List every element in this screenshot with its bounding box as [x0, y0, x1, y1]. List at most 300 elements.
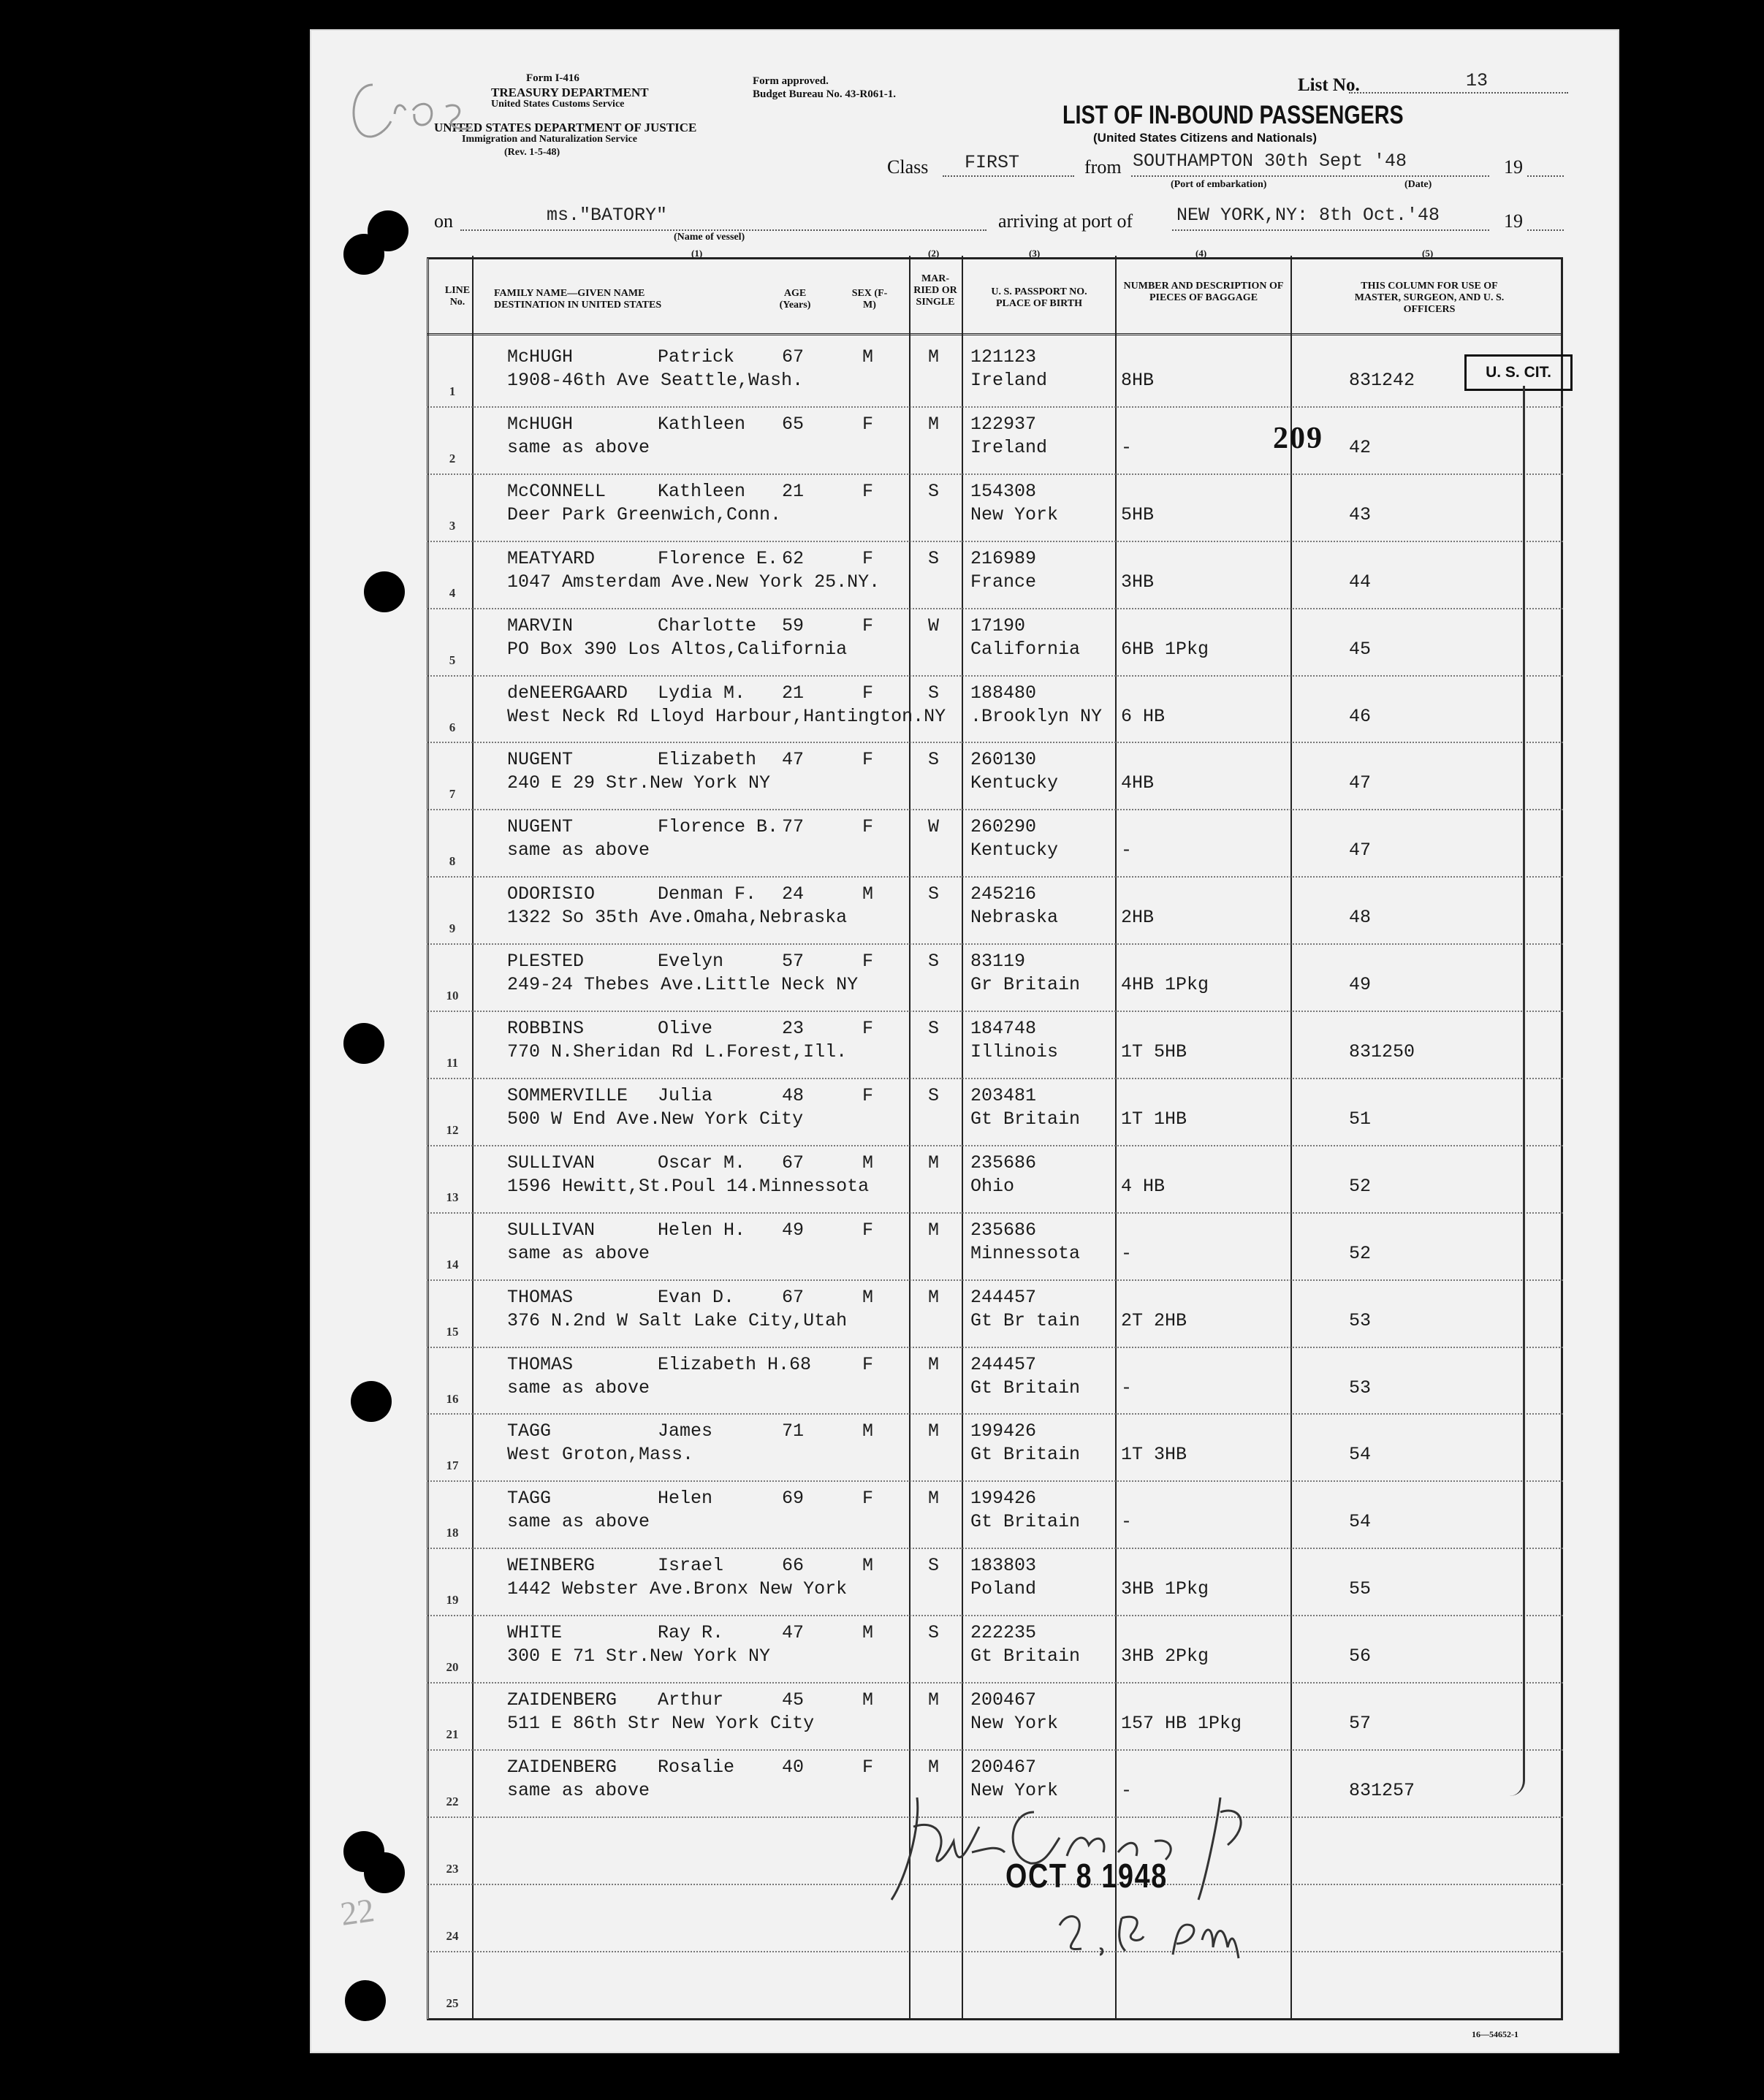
row-separator: [427, 1145, 1563, 1146]
arrival-value: NEW YORK,NY: 8th Oct.'48: [1176, 205, 1440, 226]
port-embarkation-caption: (Port of embarkation): [1171, 179, 1267, 190]
baggage: -: [1121, 840, 1133, 861]
given-name: Elizabeth: [658, 749, 757, 771]
sex: M: [862, 1555, 874, 1577]
marital-status: M: [928, 1756, 940, 1778]
official-number: 831250: [1349, 1041, 1415, 1062]
destination: 1322 So 35th Ave.Omaha,Nebraska: [507, 907, 848, 929]
baggage: 157 HB 1Pkg: [1121, 1713, 1242, 1734]
place-of-birth: Nebraska: [970, 907, 1059, 929]
marital-status: S: [928, 1622, 940, 1644]
sex: M: [862, 346, 874, 368]
baggage: 3HB 2Pkg: [1121, 1646, 1209, 1667]
given-name: Florence B.: [658, 816, 779, 838]
row-separator: [427, 1212, 1563, 1214]
age: 23: [782, 1018, 805, 1039]
passport-number: 200467: [970, 1756, 1037, 1778]
family-name: PLESTED: [507, 951, 585, 973]
official-number: 46: [1349, 705, 1372, 727]
family-name: McHUGH: [507, 413, 574, 435]
place-of-birth: Kentucky: [970, 772, 1059, 794]
baggage: -: [1121, 1242, 1133, 1264]
passport-number: 245216: [970, 883, 1037, 905]
sex: F: [862, 682, 874, 704]
margin-handwriting: [343, 70, 482, 151]
given-name: Julia: [658, 1084, 713, 1106]
place-of-birth: .Brooklyn NY: [970, 705, 1103, 727]
place-of-birth: Gt Britain: [970, 1646, 1081, 1667]
marital-status: S: [928, 1555, 940, 1577]
row-separator: [427, 1951, 1563, 1952]
marital-status: M: [928, 1152, 940, 1173]
header-married: MAR-RIED OR SINGLE: [913, 273, 957, 308]
line-number: 23: [446, 1861, 459, 1876]
col-divider-passport: [1115, 256, 1117, 2020]
family-name: deNEERGAARD: [507, 682, 628, 704]
row-separator: [427, 1615, 1563, 1616]
destination: 249-24 Thebes Ave.Little Neck NY: [507, 974, 859, 996]
row-separator: [427, 1279, 1563, 1281]
row-separator: [427, 406, 1563, 408]
destination: same as above: [507, 1377, 650, 1399]
official-number: 831257: [1349, 1779, 1415, 1801]
given-name: Charlotte: [658, 615, 757, 636]
sex: F: [862, 1084, 874, 1106]
family-name: MEATYARD: [507, 547, 596, 569]
binder-hole: [345, 1980, 386, 2021]
budget-bureau: Budget Bureau No. 43-R061-1.: [753, 88, 896, 100]
place-of-birth: France: [970, 571, 1037, 593]
from-line: [1131, 175, 1489, 177]
age: 40: [782, 1756, 805, 1778]
row-separator: [427, 943, 1563, 945]
row-separator: [427, 1078, 1563, 1079]
given-name: Olive: [658, 1018, 713, 1039]
family-name: McHUGH: [507, 346, 574, 368]
place-of-birth: Ireland: [970, 370, 1048, 391]
family-name: WEINBERG: [507, 1555, 596, 1577]
destination: same as above: [507, 1511, 650, 1533]
age: 24: [782, 883, 805, 905]
baggage: 3HB 1Pkg: [1121, 1578, 1209, 1600]
header-divider: [427, 333, 1563, 335]
passport-number: 244457: [970, 1286, 1037, 1308]
destination: 500 W End Ave.New York City: [507, 1108, 804, 1130]
baggage: 4HB: [1121, 772, 1155, 794]
sex: F: [862, 749, 874, 771]
line-number: 8: [449, 854, 456, 869]
passport-number: 235686: [970, 1152, 1037, 1173]
baggage: 6HB 1Pkg: [1121, 638, 1209, 660]
line-number: 11: [446, 1056, 459, 1070]
family-name: ZAIDENBERG: [507, 1689, 617, 1711]
sex: F: [862, 1018, 874, 1039]
sex: F: [862, 816, 874, 838]
header-age: AGE (Years): [779, 288, 811, 311]
given-name: Elizabeth H.68: [658, 1353, 812, 1375]
official-number: 48: [1349, 907, 1372, 929]
passport-number: 222235: [970, 1622, 1037, 1644]
sex: F: [862, 1756, 874, 1778]
row-separator: [427, 1548, 1563, 1549]
age: 47: [782, 1622, 805, 1644]
family-name: SULLIVAN: [507, 1152, 596, 1173]
document-title: LIST OF IN-BOUND PASSENGERS: [1062, 101, 1404, 129]
row-separator: [427, 1413, 1563, 1415]
row-separator: [427, 809, 1563, 810]
place-of-birth: Minnessota: [970, 1242, 1081, 1264]
official-number: 44: [1349, 571, 1372, 593]
marital-status: M: [928, 1689, 940, 1711]
sex: M: [862, 1286, 874, 1308]
binder-hole: [364, 1852, 405, 1893]
age: 21: [782, 682, 805, 704]
passport-number: 184748: [970, 1018, 1037, 1039]
document-subtitle: (United States Citizens and Nationals): [1093, 131, 1318, 145]
marital-status: S: [928, 951, 940, 973]
destination: West Groton,Mass.: [507, 1444, 694, 1466]
passport-number: 154308: [970, 480, 1037, 502]
baggage: -: [1121, 1779, 1133, 1801]
given-name: Lydia M.: [658, 682, 746, 704]
arriving-label: arriving at port of: [998, 210, 1133, 232]
row-separator: [427, 1682, 1563, 1684]
us-cit-bracket-line: [1510, 386, 1525, 1796]
year-line-2: [1527, 229, 1564, 231]
header-passport: U. S. PASSPORT NO. PLACE OF BIRTH: [991, 286, 1087, 310]
date-stamp: OCT 8 1948: [1005, 1857, 1168, 1895]
baggage: 1T 3HB: [1121, 1444, 1187, 1466]
given-name: Helen: [658, 1488, 713, 1510]
age: 48: [782, 1084, 805, 1106]
family-name: NUGENT: [507, 749, 574, 771]
place-of-birth: Gt Britain: [970, 1444, 1081, 1466]
handwritten-time: [1052, 1903, 1242, 1969]
age: 62: [782, 547, 805, 569]
official-number: 54: [1349, 1511, 1372, 1533]
sex: F: [862, 480, 874, 502]
class-line: [943, 175, 1074, 177]
marital-status: S: [928, 749, 940, 771]
marital-status: M: [928, 1286, 940, 1308]
official-number: 49: [1349, 974, 1372, 996]
passport-number: 216989: [970, 547, 1037, 569]
family-name: THOMAS: [507, 1286, 574, 1308]
destination: 770 N.Sheridan Rd L.Forest,Ill.: [507, 1041, 848, 1062]
baggage: 4 HB: [1121, 1175, 1166, 1197]
given-name: Denman F.: [658, 883, 757, 905]
year-prefix-1: 19: [1504, 156, 1523, 178]
family-name: SOMMERVILLE: [507, 1084, 628, 1106]
passport-number: 17190: [970, 615, 1026, 636]
given-name: Israel: [658, 1555, 724, 1577]
marital-status: S: [928, 480, 940, 502]
official-number: 52: [1349, 1175, 1372, 1197]
marital-status: M: [928, 1353, 940, 1375]
sex: F: [862, 615, 874, 636]
class-value: FIRST: [965, 152, 1020, 173]
vessel-name: ms."BATORY": [547, 205, 668, 226]
passport-number: 244457: [970, 1353, 1037, 1375]
baggage: 1T 1HB: [1121, 1108, 1187, 1130]
official-number: 47: [1349, 772, 1372, 794]
destination: same as above: [507, 436, 650, 458]
age: 47: [782, 749, 805, 771]
family-name: MARVIN: [507, 615, 574, 636]
binder-hole: [364, 571, 405, 612]
given-name: Kathleen: [658, 413, 746, 435]
official-number: 57: [1349, 1713, 1372, 1734]
line-number: 18: [446, 1526, 459, 1540]
row-separator: [427, 1347, 1563, 1348]
footer-code: 16—54652-1: [1472, 2029, 1518, 2039]
official-number: 55: [1349, 1578, 1372, 1600]
family-name: McCONNELL: [507, 480, 607, 502]
baggage: 1T 5HB: [1121, 1041, 1187, 1062]
destination: Deer Park Greenwich,Conn.: [507, 503, 782, 525]
place-of-birth: Gr Britain: [970, 974, 1081, 996]
list-no-line: [1349, 92, 1568, 94]
immigration-service: Immigration and Naturalization Service: [462, 134, 637, 145]
row-separator: [427, 608, 1563, 609]
header-baggage: NUMBER AND DESCRIPTION OF PIECES OF BAGGAGE: [1123, 281, 1284, 304]
age: 77: [782, 816, 805, 838]
from-label: from: [1084, 156, 1122, 178]
family-name: ROBBINS: [507, 1018, 585, 1039]
given-name: Helen H.: [658, 1219, 746, 1241]
passport-number: 122937: [970, 413, 1037, 435]
official-number: 43: [1349, 503, 1372, 525]
marital-status: M: [928, 413, 940, 435]
age: 69: [782, 1488, 805, 1510]
destination: 240 E 29 Str.New York NY: [507, 772, 771, 794]
passport-number: 121123: [970, 346, 1037, 368]
family-name: ODORISIO: [507, 883, 596, 905]
sex: F: [862, 413, 874, 435]
form-approved: Form approved.: [753, 75, 829, 87]
inspector-signature: [877, 1783, 1271, 1907]
marital-status: M: [928, 1488, 940, 1510]
marital-status: M: [928, 1219, 940, 1241]
marital-status: M: [928, 346, 940, 368]
baggage: 3HB: [1121, 571, 1155, 593]
line-number: 19: [446, 1593, 459, 1608]
place-of-birth: Illinois: [970, 1041, 1059, 1062]
marital-status: S: [928, 1084, 940, 1106]
destination: 1047 Amsterdam Ave.New York 25.NY.: [507, 571, 881, 593]
line-number: 21: [446, 1727, 459, 1741]
destination: same as above: [507, 840, 650, 861]
line-number: 5: [449, 653, 456, 667]
official-number: 54: [1349, 1444, 1372, 1466]
line-number: 1: [449, 384, 456, 398]
destination: 300 E 71 Str.New York NY: [507, 1646, 771, 1667]
column-number-2: (2): [928, 248, 940, 259]
family-name: ZAIDENBERG: [507, 1756, 617, 1778]
list-no: 13: [1466, 70, 1489, 91]
family-name: THOMAS: [507, 1353, 574, 1375]
sex: F: [862, 951, 874, 973]
marital-status: M: [928, 1420, 940, 1442]
age: 67: [782, 1286, 805, 1308]
destination: West Neck Rd Lloyd Harbour,Hantington.NY: [507, 705, 946, 727]
given-name: Patrick: [658, 346, 735, 368]
official-number: 53: [1349, 1309, 1372, 1331]
sex: F: [862, 547, 874, 569]
age: 67: [782, 1152, 805, 1173]
sex: M: [862, 1689, 874, 1711]
line-number: 9: [449, 921, 456, 936]
marital-status: W: [928, 615, 940, 636]
row-separator: [427, 1480, 1563, 1482]
justice-dept: UNITED STATES DEPARTMENT OF JUSTICE: [434, 121, 697, 134]
line-number: 20: [446, 1660, 459, 1675]
vessel-line: [460, 229, 986, 231]
from-value: SOUTHAMPTON 30th Sept '48: [1133, 151, 1407, 172]
baggage: -: [1121, 436, 1133, 458]
us-cit-stamp: U. S. CIT.: [1464, 354, 1573, 391]
line-number: 15: [446, 1324, 459, 1339]
col-divider-name: [909, 256, 910, 2020]
family-name: WHITE: [507, 1622, 563, 1644]
line-number: 24: [446, 1928, 459, 1943]
age: 57: [782, 951, 805, 973]
sex: M: [862, 1420, 874, 1442]
handwritten-209: 209: [1273, 422, 1323, 455]
destination: 376 N.2nd W Salt Lake City,Utah: [507, 1309, 848, 1331]
passport-number: 183803: [970, 1555, 1037, 1577]
marital-status: W: [928, 816, 940, 838]
age: 67: [782, 346, 805, 368]
arrival-line: [1172, 229, 1489, 231]
line-number: 16: [446, 1391, 459, 1406]
given-name: Evan D.: [658, 1286, 735, 1308]
line-number: 10: [446, 989, 459, 1003]
col-divider-line: [472, 256, 474, 2020]
line-number: 2: [449, 451, 456, 465]
list-no-label: List No.: [1298, 75, 1360, 95]
baggage: 2T 2HB: [1121, 1309, 1187, 1331]
line-number: 14: [446, 1257, 459, 1271]
official-number: 42: [1349, 436, 1372, 458]
header-name: FAMILY NAME—GIVEN NAME DESTINATION IN UNITED STATES: [494, 288, 662, 311]
family-name: TAGG: [507, 1488, 552, 1510]
place-of-birth: Gt Britain: [970, 1511, 1081, 1533]
age: 66: [782, 1555, 805, 1577]
place-of-birth: Ohio: [970, 1175, 1015, 1197]
line-number: 7: [449, 787, 456, 802]
given-name: Kathleen: [658, 480, 746, 502]
official-number: 831242: [1349, 370, 1415, 391]
line-number: 4: [449, 585, 456, 600]
marital-status: S: [928, 547, 940, 569]
column-number-3: (3): [1029, 248, 1041, 259]
place-of-birth: Gt Britain: [970, 1377, 1081, 1399]
line-number: 6: [449, 720, 456, 734]
destination: 1908-46th Ave Seattle,Wash.: [507, 370, 804, 391]
official-number: 45: [1349, 638, 1372, 660]
header-officers: THIS COLUMN FOR USE OF MASTER, SURGEON, AND U. S. OFFICERS: [1354, 281, 1505, 316]
baggage: 4HB 1Pkg: [1121, 974, 1209, 996]
date-caption: (Date): [1404, 179, 1432, 190]
sex: M: [862, 1152, 874, 1173]
place-of-birth: California: [970, 638, 1081, 660]
line-number: 22: [446, 1794, 459, 1808]
row-separator: [427, 876, 1563, 878]
destination: same as above: [507, 1779, 650, 1801]
passport-number: 203481: [970, 1084, 1037, 1106]
given-name: James: [658, 1420, 713, 1442]
age: 65: [782, 413, 805, 435]
passport-number: 200467: [970, 1689, 1037, 1711]
family-name: TAGG: [507, 1420, 552, 1442]
line-number: 3: [449, 518, 456, 533]
col-divider-married: [962, 256, 963, 2020]
form-number: Form I-416: [526, 72, 579, 84]
sex: F: [862, 1353, 874, 1375]
baggage: 8HB: [1121, 370, 1155, 391]
revision: (Rev. 1-5-48): [504, 147, 560, 158]
passport-number: 260290: [970, 816, 1037, 838]
place-of-birth: New York: [970, 1713, 1059, 1734]
marital-status: S: [928, 883, 940, 905]
line-number: 17: [446, 1458, 459, 1473]
customs-service: United States Customs Service: [491, 99, 625, 110]
baggage: -: [1121, 1377, 1133, 1399]
on-label: on: [434, 210, 453, 232]
baggage: 6 HB: [1121, 705, 1166, 727]
age: 49: [782, 1219, 805, 1241]
passport-number: 235686: [970, 1219, 1037, 1241]
age: 45: [782, 1689, 805, 1711]
column-number-4: (4): [1195, 248, 1207, 259]
given-name: Oscar M.: [658, 1152, 746, 1173]
destination: 1442 Webster Ave.Bronx New York: [507, 1578, 848, 1600]
passport-number: 83119: [970, 951, 1026, 973]
given-name: Florence E.: [658, 547, 779, 569]
binder-hole: [351, 1381, 392, 1422]
passport-number: 188480: [970, 682, 1037, 704]
place-of-birth: Gt Br tain: [970, 1309, 1081, 1331]
column-number-5: (5): [1422, 248, 1434, 259]
sex: M: [862, 883, 874, 905]
official-number: 47: [1349, 840, 1372, 861]
row-separator: [427, 541, 1563, 542]
row-separator: [427, 1749, 1563, 1751]
binder-hole: [368, 210, 408, 251]
line-number: 25: [446, 1996, 459, 2010]
col-divider-baggage: [1290, 256, 1292, 2020]
row-separator: [427, 675, 1563, 677]
sex: F: [862, 1488, 874, 1510]
destination: 1596 Hewitt,St.Poul 14.Minnessota: [507, 1175, 870, 1197]
place-of-birth: New York: [970, 503, 1059, 525]
row-separator: [427, 742, 1563, 743]
column-number-1: (1): [691, 248, 703, 259]
header-sex: SEX (F-M): [851, 288, 888, 311]
age: 71: [782, 1420, 805, 1442]
given-name: Arthur: [658, 1689, 724, 1711]
destination: 511 E 86th Str New York City: [507, 1713, 815, 1734]
place-of-birth: Poland: [970, 1578, 1037, 1600]
treasury-dept: TREASURY DEPARTMENT: [491, 85, 649, 99]
family-name: SULLIVAN: [507, 1219, 596, 1241]
baggage: -: [1121, 1511, 1133, 1533]
baggage: 2HB: [1121, 907, 1155, 929]
age: 59: [782, 615, 805, 636]
official-number: 52: [1349, 1242, 1372, 1264]
official-number: 53: [1349, 1377, 1372, 1399]
